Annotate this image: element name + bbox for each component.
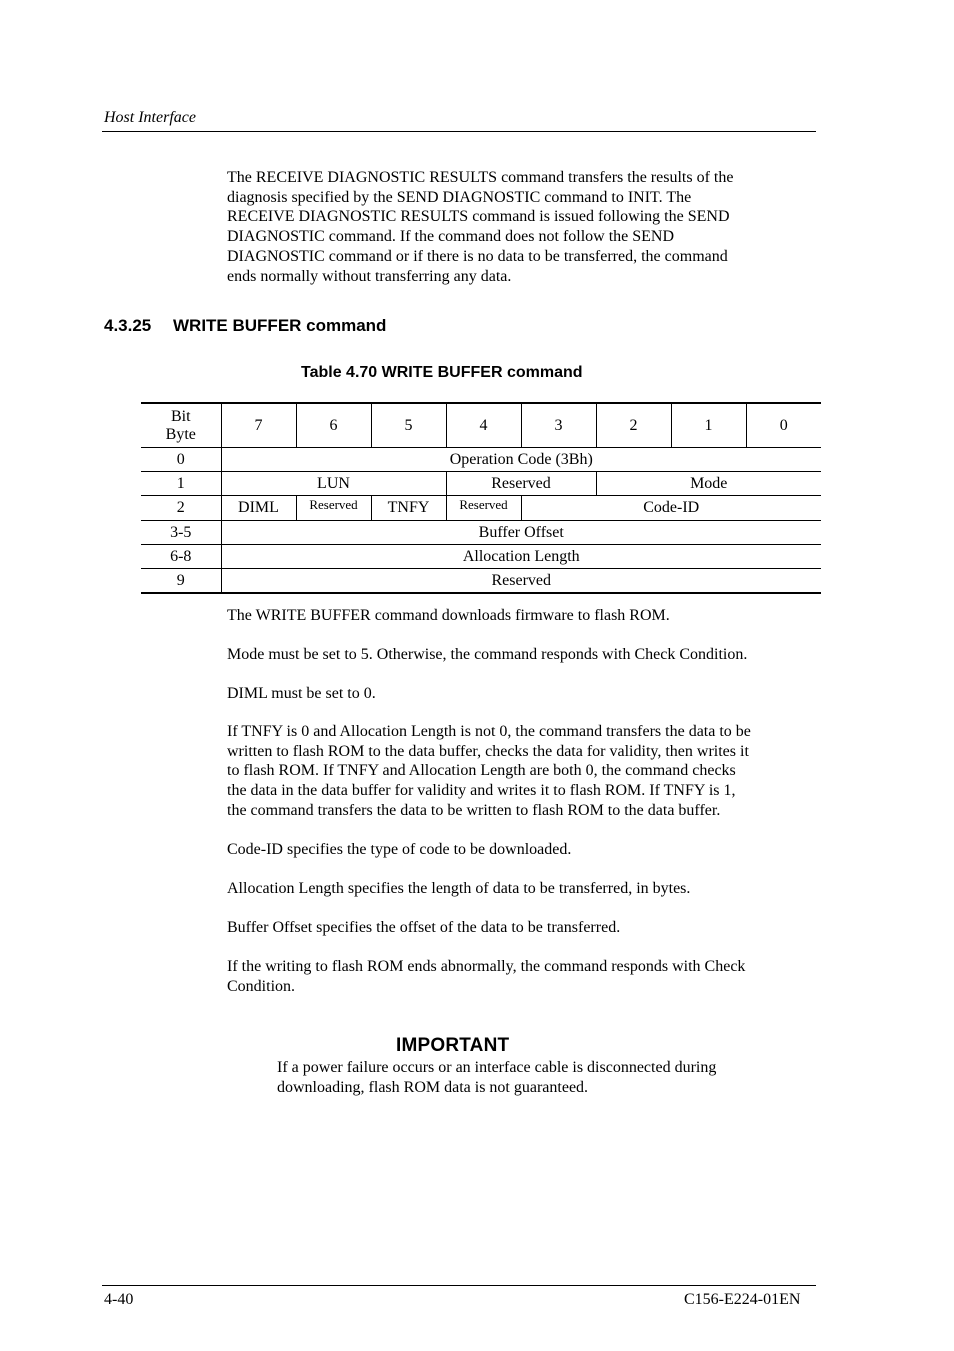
intro-paragraph: The RECEIVE DIAGNOSTIC RESULTS command transfers the results of the diagnosis specified by the SEND DIAGNOSTIC command to INIT. The RECEIVE DIAGNOSTIC RESULTS command is issued following the SEND DIAGNOSTIC command. If the command does not follow the SEND DIAGNOSTIC command or if there is no data to be transferred, the command ends normally without transferring any data. <box>227 169 734 285</box>
buffer-offset-cell: Buffer Offset <box>221 521 821 545</box>
table-row <box>141 521 821 545</box>
table-row <box>141 545 821 569</box>
paragraph-buffer-offset: Buffer Offset specifies the offset of the data to be transferred. <box>227 919 621 936</box>
corner-byte-label: Byte <box>165 425 196 443</box>
operation-code-cell: Operation Code (3Bh) <box>221 448 821 472</box>
reserved-cell: Reserved <box>296 496 371 521</box>
header-rule <box>102 131 816 132</box>
table-row <box>141 472 821 496</box>
paragraph-diml: DIML must be set to 0. <box>227 685 376 702</box>
bit-0-header: 0 <box>746 403 821 448</box>
bit-5-header: 5 <box>371 403 446 448</box>
important-note: If a power failure occurs or an interface cable is disconnected during downloading, flash ROM data is not guaranteed. <box>277 1059 717 1096</box>
table-caption: Table 4.70 WRITE BUFFER command <box>301 364 583 381</box>
table-row <box>141 448 821 472</box>
mode-cell: Mode <box>596 472 821 496</box>
bit-2-header: 2 <box>596 403 671 448</box>
tnfy-cell: TNFY <box>371 496 446 521</box>
table-header-row <box>141 403 821 448</box>
bit-1-header: 1 <box>671 403 746 448</box>
reserved-cell: Reserved <box>221 569 821 594</box>
paragraph-mode: Mode must be set to 5. Otherwise, the command responds with Check Condition. <box>227 646 748 663</box>
bit-7-header: 7 <box>221 403 296 448</box>
byte-number: 6-8 <box>141 545 221 569</box>
running-header: Host Interface <box>104 109 196 126</box>
bit-4-header: 4 <box>446 403 521 448</box>
corner-bit-label: Bit <box>170 407 191 425</box>
byte-number: 3-5 <box>141 521 221 545</box>
byte-number: 9 <box>141 569 221 594</box>
byte-number: 0 <box>141 448 221 472</box>
paragraph-allocation-length: Allocation Length specifies the length of data to be transferred, in bytes. <box>227 880 691 897</box>
diml-cell: DIML <box>221 496 296 521</box>
code-id-cell: Code-ID <box>521 496 821 521</box>
bit-3-header: 3 <box>521 403 596 448</box>
table-row <box>141 496 821 521</box>
reserved-cell: Reserved <box>446 496 521 521</box>
table-row <box>141 569 821 594</box>
byte-number: 2 <box>141 496 221 521</box>
section-number: 4.3.25 <box>104 316 152 335</box>
section-title: WRITE BUFFER command <box>173 316 387 335</box>
bit-6-header: 6 <box>296 403 371 448</box>
reserved-cell: Reserved <box>446 472 596 496</box>
paragraph-purpose: The WRITE BUFFER command downloads firmware to flash ROM. <box>227 607 670 624</box>
lun-cell: LUN <box>221 472 446 496</box>
important-heading: IMPORTANT <box>396 1035 510 1056</box>
paragraph-tnfy: If TNFY is 0 and Allocation Length is not 0, the command transfers the data to be written to flash ROM to the data buffer, checks the data for validity, then writes it to flash ROM. If TNFY and Allocation Length are both 0, the command checks the data in the data buffer for validity and writes it to flash ROM. If TNFY is 1, the command transfers the data to be written to flash ROM to the data buffer. <box>227 723 751 819</box>
paragraph-abnormal-end: If the writing to flash ROM ends abnormally, the command responds with Check Condition. <box>227 958 746 995</box>
bit-byte-corner <box>141 403 221 448</box>
write-buffer-cdb-table <box>141 402 821 594</box>
byte-number: 1 <box>141 472 221 496</box>
section-heading <box>104 316 386 336</box>
page-number: 4-40 <box>104 1291 134 1308</box>
allocation-length-cell: Allocation Length <box>221 545 821 569</box>
footer-rule <box>102 1285 816 1286</box>
document-id: C156-E224-01EN <box>684 1291 801 1308</box>
paragraph-code-id: Code-ID specifies the type of code to be downloaded. <box>227 841 572 858</box>
